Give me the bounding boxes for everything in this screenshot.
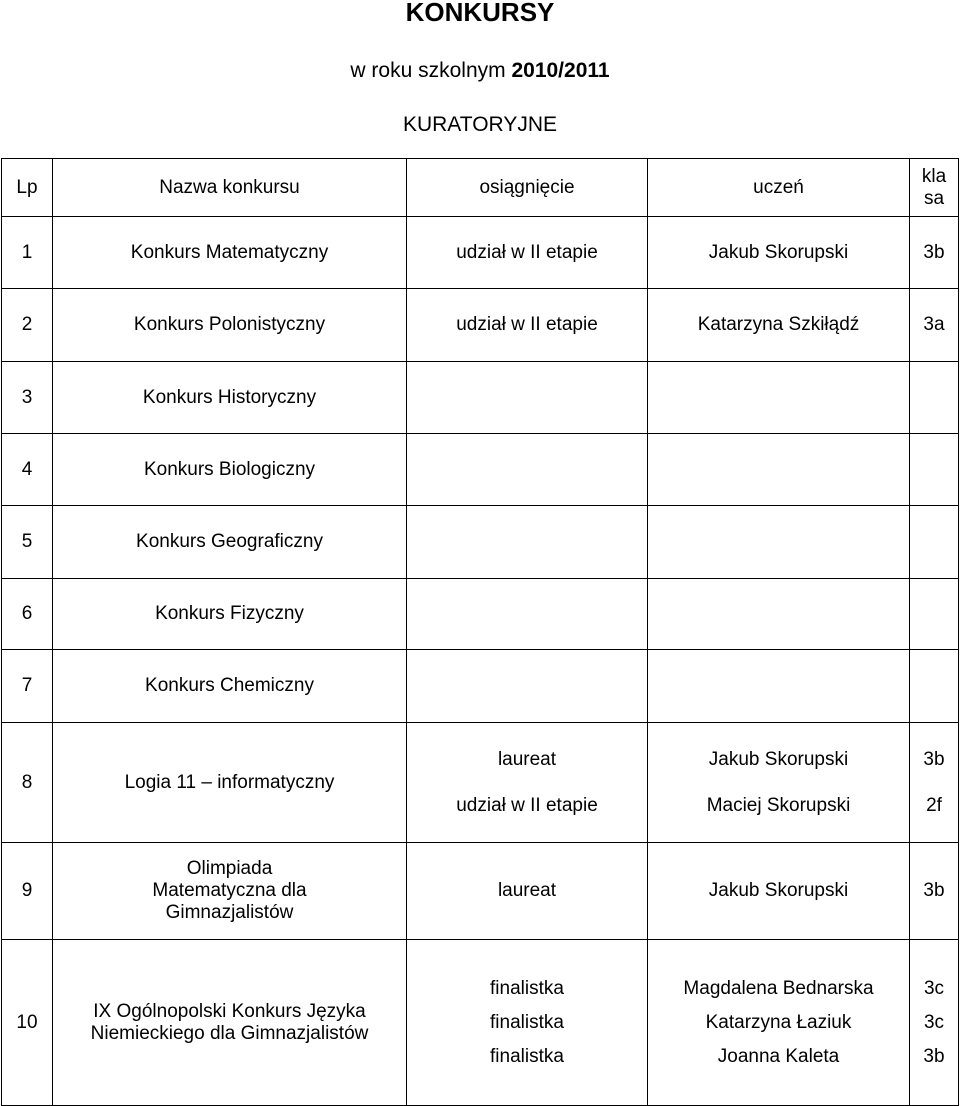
student-cell <box>648 940 910 1106</box>
class-entry: 3b <box>923 1045 945 1067</box>
achievement-cell <box>407 579 648 650</box>
achievement-entry: finalistka <box>490 1045 564 1067</box>
table-row <box>2 434 959 506</box>
achievement-entry: laureat <box>497 748 557 770</box>
table-row <box>2 506 959 579</box>
row-lp: 10 <box>2 940 53 1106</box>
student-entry: Joanna Kaleta <box>717 1045 840 1067</box>
achievement-cell <box>407 434 648 506</box>
achievement-entry: finalistka <box>490 1011 564 1033</box>
class-entry: 3b <box>923 748 945 770</box>
contest-name: Konkurs Fizyczny <box>53 579 407 650</box>
class-entry: 2f <box>926 794 942 816</box>
achievement-cell <box>407 506 648 579</box>
table-row <box>2 723 959 843</box>
contest-name: Konkurs Geograficzny <box>53 506 407 579</box>
school-year: 2010/2011 <box>511 59 610 82</box>
student-cell: Katarzyna Szkiłądź <box>648 289 910 362</box>
student-cell <box>648 362 910 434</box>
row-lp: 8 <box>2 723 53 843</box>
row-lp: 9 <box>2 843 53 940</box>
class-cell: 3b <box>910 843 959 940</box>
contest-name: Konkurs Biologiczny <box>53 434 407 506</box>
contest-name: Konkurs Historyczny <box>53 362 407 434</box>
student-cell <box>648 434 910 506</box>
table-row <box>2 940 959 1106</box>
student-entry: Katarzyna Łaziuk <box>705 1011 852 1033</box>
achievement-entry: finalistka <box>490 977 564 999</box>
student-cell <box>648 723 910 843</box>
achievement-entry: udział w II etapie <box>456 794 598 816</box>
achievement-cell: udział w II etapie <box>407 217 648 289</box>
achievement-cell <box>407 650 648 723</box>
contest-name: Konkurs Matematyczny <box>53 217 407 289</box>
achievement-cell: laureat <box>407 843 648 940</box>
table-row <box>2 843 959 940</box>
student-cell: Jakub Skorupski <box>648 843 910 940</box>
table-row <box>2 289 959 362</box>
contest-name: Konkurs Chemiczny <box>53 650 407 723</box>
table-row <box>2 579 959 650</box>
row-lp: 6 <box>2 579 53 650</box>
row-lp: 5 <box>2 506 53 579</box>
page-title: KONKURSY <box>405 0 555 27</box>
column-header-lp: Lp <box>2 159 53 217</box>
class-cell: 3a <box>910 289 959 362</box>
achievement-cell <box>407 723 648 843</box>
table-row <box>2 650 959 723</box>
row-lp: 7 <box>2 650 53 723</box>
contest-name: Konkurs Polonistyczny <box>53 289 407 362</box>
class-cell <box>910 579 959 650</box>
contests-table <box>1 158 959 1106</box>
class-cell <box>910 434 959 506</box>
column-header-name: Nazwa konkursu <box>53 159 407 217</box>
class-cell <box>910 723 959 843</box>
class-cell: 3b <box>910 217 959 289</box>
contest-name: Olimpiada Matematyczna dla Gimnazjalistów <box>53 843 407 940</box>
table-header-row <box>2 159 959 217</box>
section-heading: KURATORYJNE <box>402 113 558 136</box>
class-cell <box>910 506 959 579</box>
row-lp: 2 <box>2 289 53 362</box>
row-lp: 3 <box>2 362 53 434</box>
student-cell <box>648 650 910 723</box>
student-cell: Jakub Skorupski <box>648 217 910 289</box>
school-year-subtitle <box>0 56 960 86</box>
class-cell <box>910 650 959 723</box>
achievement-cell <box>407 940 648 1106</box>
column-header-class: kla sa <box>910 159 959 217</box>
student-entry: Maciej Skorupski <box>706 794 851 816</box>
contest-name: Logia 11 – informatyczny <box>53 723 407 843</box>
row-lp: 1 <box>2 217 53 289</box>
achievement-cell <box>407 362 648 434</box>
student-entry: Jakub Skorupski <box>708 748 849 770</box>
table-row <box>2 217 959 289</box>
column-header-achievement: osiągnięcie <box>407 159 648 217</box>
student-cell <box>648 579 910 650</box>
table-row <box>2 362 959 434</box>
student-entry: Magdalena Bednarska <box>683 977 874 999</box>
subtitle-prefix: w roku szkolnym <box>350 59 512 82</box>
column-header-student: uczeń <box>648 159 910 217</box>
class-cell <box>910 940 959 1106</box>
class-cell <box>910 362 959 434</box>
contest-name: IX Ogólnopolski Konkurs Języka Niemieckiego dla Gimnazjalistów <box>53 940 407 1106</box>
student-cell <box>648 506 910 579</box>
row-lp: 4 <box>2 434 53 506</box>
achievement-cell: udział w II etapie <box>407 289 648 362</box>
class-entry: 3c <box>923 977 945 999</box>
class-entry: 3c <box>923 1011 945 1033</box>
